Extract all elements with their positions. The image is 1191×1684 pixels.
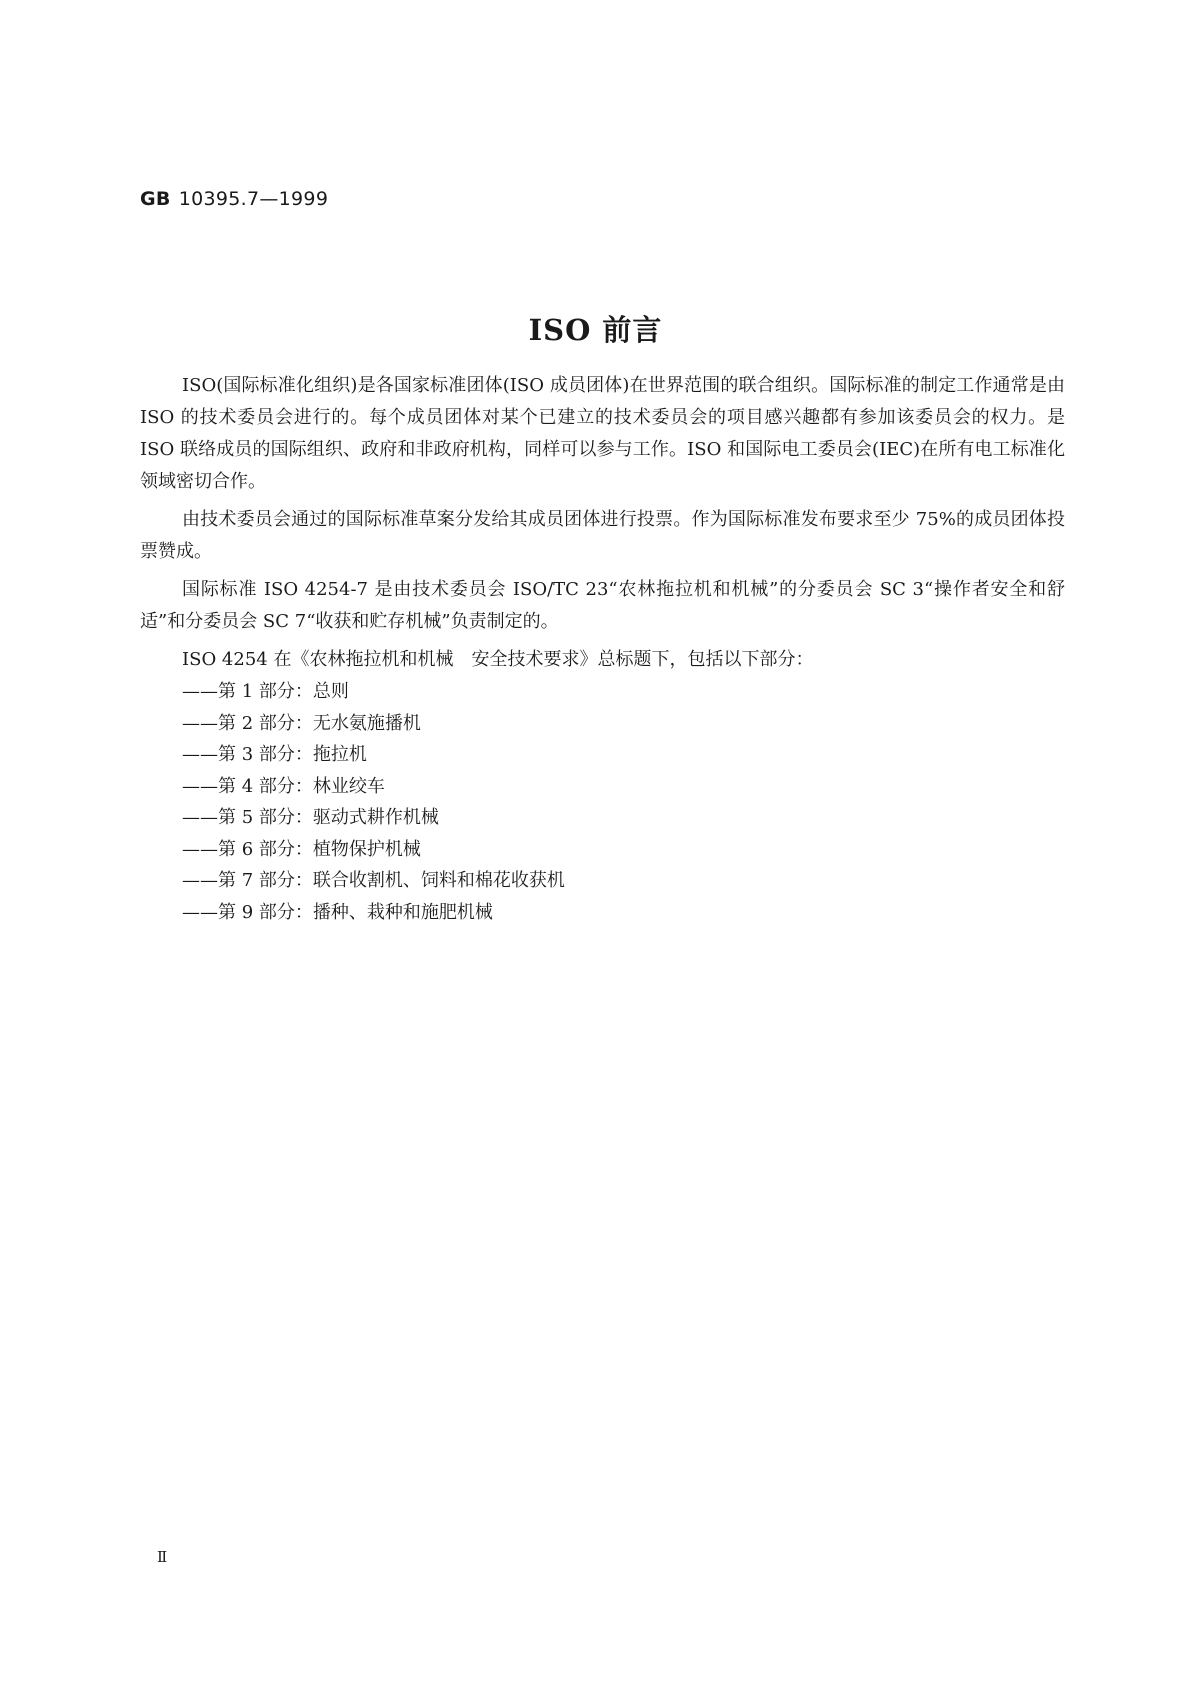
document-body [140,370,1065,928]
page-number: Ⅱ [157,1548,168,1566]
list-item: ——第 6 部分：植物保护机械 [182,838,421,860]
standard-number: 10395.7—1999 [178,188,329,210]
list-item: ——第 3 部分：拖拉机 [182,744,367,765]
parts-list [140,676,1065,928]
list-item: ——第 2 部分：无水氨施播机 [182,712,421,734]
list-item: ——第 5 部分：驱动式耕作机械 [182,807,439,828]
page-title: ISO 前言 [528,313,663,347]
paragraph-iso-intro: ISO(国际标准化组织)是各国家标准团体(ISO 成员团体)在世界范围的联合组织。国际标准的制定工作通常是由 ISO 的技术委员会进行的。每个成员团体对某个已建立的技术委员会的项目感兴趣都有参加该委员会的权力。是 ISO 联络成员的国际组织、政府和非政府机构，同样可以参与工作。ISO 和国际电工委员会(IEC)在所有电工标准化领域密切合作。 [140,375,1065,492]
list-item: ——第 4 部分：林业绞车 [182,775,385,797]
paragraph-committee: 国际标准 ISO 4254-7 是由技术委员会 ISO/TC 23“农林拖拉机和机械”的分委员会 SC 3“操作者安全和舒适”和分委员会 SC 7“收获和贮存机械”负责制定的。 [140,579,1065,632]
list-item: ——第 9 部分：播种、栽种和施肥机械 [182,901,493,923]
standard-code [140,188,328,210]
paragraph-parts-intro: ISO 4254 在《农林拖拉机和机械 安全技术要求》总标题下，包括以下部分： [182,649,814,670]
list-item: ——第 7 部分：联合收割机、饲料和棉花收获机 [182,870,565,891]
gb-label: GB [140,188,171,210]
paragraph-voting: 由技术委员会通过的国际标准草案分发给其成员团体进行投票。作为国际标准发布要求至少 75%的成员团体投票赞成。 [140,509,1065,562]
list-item: ——第 1 部分：总则 [182,681,349,702]
